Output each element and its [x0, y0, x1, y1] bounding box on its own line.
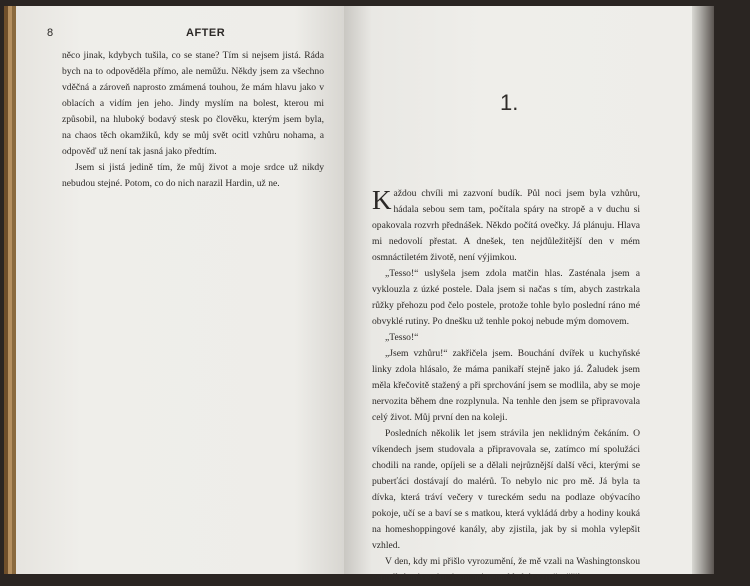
paragraph: Jsem si jistá jedině tím, že můj život a moje srdce už nikdy nebudou stejné. Potom, co do nich narazil Hardin, už ne.: [62, 162, 324, 189]
running-head: AFTER: [186, 27, 226, 39]
drop-cap: K: [372, 185, 392, 215]
left-page-text: [62, 48, 324, 192]
chapter-number: 1.: [500, 90, 519, 115]
paragraph: „Tesso!“ uslyšela jsem zdola matčin hlas. Zasténala jsem a vyklouzla z úzké postele. Dala jsem si načas s tím, abych zastrkala růžky přehozu pod čelo postele, protože tohle bylo poslední ráno mé obvyklé rutiny. Po dnešku už tenhle pokoj nebude mým domovem.: [372, 268, 640, 327]
paragraph: „Tesso!“: [385, 332, 419, 343]
book-edge: [692, 6, 714, 574]
paragraph: něco jinak, kdybych tušila, co se stane? Tím si nejsem jistá. Ráda bych na to odpověděla přímo, ale nemůžu. Někdy jsem za všechno vděčná a zároveň naprosto zmámená touhou, že mám hlavu jako v oblacích a vidím jen jeho. Jindy myslím na bolest, kterou mi způsobil, na hluboký bodavý stesk po člověku, kterým jsem byla, na chaos těch okamžiků, kdy se můj svět ocitl vzhůru nohama, a odpověď už není tak jasná jako předtím.: [62, 50, 324, 157]
paragraph: V den, kdy mi přišlo vyrozumění, že mě vzali na Washingtonskou centrální univerzitu, jsem ani nemohla být vzrušenější.: [372, 556, 640, 583]
paragraph: Posledních několik let jsem strávila jen neklidným čekáním. O víkendech jsem studovala a připravovala se, zatímco mí spolužáci chodili na rande, opíjeli se a dělali nejrůznější další věci, kterými se puberťáci dostávají do malérů. To nebylo nic pro mě. Já byla ta dívka, která tráví večery v tureckém sedu na podlaze obývacího pokoje, učí se a baví se s matkou, která vykládá drby a hodiny kouká na homeshoppingové kanály, aby zjistila, jak by si mohla vylepšit vzhled.: [372, 428, 640, 551]
first-paragraph: [372, 186, 640, 266]
page-number: 8: [47, 27, 54, 39]
right-page-text: [372, 186, 640, 586]
first-paragraph-text: aždou chvíli mi zazvoní budík. Půl noci jsem byla vzhůru, hádala sebou sem tam, počítala spáry na stropě a v duchu si opakovala rozvrh přednášek. Někdo počítá ovečky. Já plánuju. Hlava mi nedovolí přestat. A dnešek, ten nejdůležitější den v mém osmnáctiletém životě, není výjimkou.: [372, 188, 640, 263]
paragraph: „Jsem vzhůru!“ zakřičela jsem. Bouchání dvířek u kuchyňské linky zdola hlásalo, že máma panikaří stejně jako já. Žaludek jsem měla křečovitě stažený a při sprchování jsem se modlila, aby se moje nervozita během dne rozplynula. Na tenhle den jsem se připravovala celý život. Můj první den na koleji.: [372, 348, 640, 423]
